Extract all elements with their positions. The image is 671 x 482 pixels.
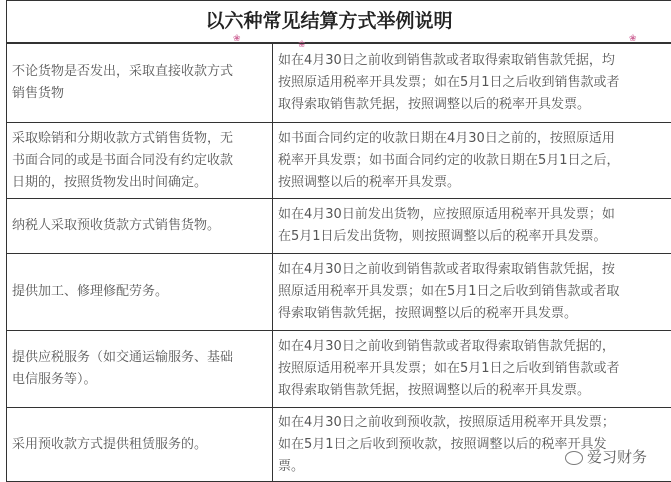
cell-text-line: 取得索取销售款凭据，按照调整以后的税率开具发票。 [278, 94, 666, 116]
cell-text-line: 书面合同的或是书面合同没有约定收款 [12, 150, 267, 172]
cell-text-line: 采取赊销和分期收款方式销售货物，无 [12, 128, 267, 150]
flower-ornament-icon: ❀ [298, 40, 306, 50]
cell-text-line: 如在5月1日之后收到预收款，按照调整以后的税率开具发 [278, 434, 666, 456]
invoice-rule-cell [273, 331, 671, 408]
watermark [565, 446, 647, 467]
cell-text-line: 在5月1日后发出货物，则按照调整以后的税率开具发票。 [278, 226, 666, 248]
cell-text-line: 电信服务等）。 [12, 369, 267, 391]
invoice-rule-cell [273, 44, 671, 123]
table-row [7, 254, 671, 331]
cell-text-line: 如在4月30日之前收到销售款或者取得索取销售款凭据，均 [278, 50, 666, 72]
cell-text-line: 如在4月30日前发出货物，应按照原适用税率开具发票；如 [278, 204, 666, 226]
cell-text-line: 纳税人采取预收货款方式销售货物。 [12, 215, 267, 237]
settlement-method-cell [7, 408, 273, 482]
table-row [7, 331, 671, 408]
settlement-methods-table [6, 43, 671, 482]
cell-text-line: 按照原适用税率开具发票；如在5月1日之后收到销售款或者 [278, 358, 666, 380]
cell-text-line: 如在4月30日之前收到预收款，按照原适用税率开具发票； [278, 412, 666, 434]
cell-text-line: 如在4月30日之前收到销售款或者取得索取销售款凭据的， [278, 336, 666, 358]
invoice-rule-cell [273, 199, 671, 254]
watermark-text: 爱习财务 [587, 448, 647, 466]
settlement-method-cell [7, 199, 273, 254]
cell-text-line: 日期的，按照货物发出时间确定。 [12, 172, 267, 194]
settlement-method-cell [7, 123, 273, 199]
table-row [7, 199, 671, 254]
cell-text-line: 按照原适用税率开具发票；如在5月1日之后收到销售款或者 [278, 72, 666, 94]
cell-text-line: 提供应税服务（如交通运输服务、基础 [12, 347, 267, 369]
cell-text-line: 如书面合同约定的收款日期在4月30日之前的，按照原适用 [278, 128, 666, 150]
flower-ornament-icon: ❀ [629, 34, 637, 44]
cell-text-line: 如在4月30日之前收到销售款或者取得索取销售款凭据，按 [278, 259, 666, 281]
settlement-method-cell [7, 331, 273, 408]
invoice-rule-cell [273, 123, 671, 199]
cell-text-line: 不论货物是否发出，采取直接收款方式 [12, 61, 267, 83]
cell-text-line: 得索取销售款凭据，按照调整以后的税率开具发票。 [278, 303, 666, 325]
wechat-icon [565, 451, 583, 465]
cell-text-line: 照原适用税率开具发票；如在5月1日之后收到销售款或者取 [278, 281, 666, 303]
cell-text-line: 税率开具发票；如书面合同约定的收款日期在5月1日之后， [278, 150, 666, 172]
invoice-rule-cell [273, 408, 671, 482]
cell-text-line: 取得索取销售款凭据，按照调整以后的税率开具发票。 [278, 380, 666, 402]
settlement-method-cell [7, 44, 273, 123]
table-title: 以六种常见结算方式举例说明 [6, 0, 671, 43]
cell-text-line: 票。 [278, 456, 666, 478]
settlement-method-cell [7, 254, 273, 331]
flower-ornament-icon: ❀ [233, 34, 241, 44]
table-row [7, 123, 671, 199]
table-row [7, 408, 671, 482]
cell-text-line: 按照调整以后的税率开具发票。 [278, 172, 666, 194]
invoice-rule-cell [273, 254, 671, 331]
cell-text-line: 采用预收款方式提供租赁服务的。 [12, 434, 267, 456]
cell-text-line: 提供加工、修理修配劳务。 [12, 281, 267, 303]
table-row [7, 44, 671, 123]
cell-text-line: 销售货物 [12, 83, 267, 105]
